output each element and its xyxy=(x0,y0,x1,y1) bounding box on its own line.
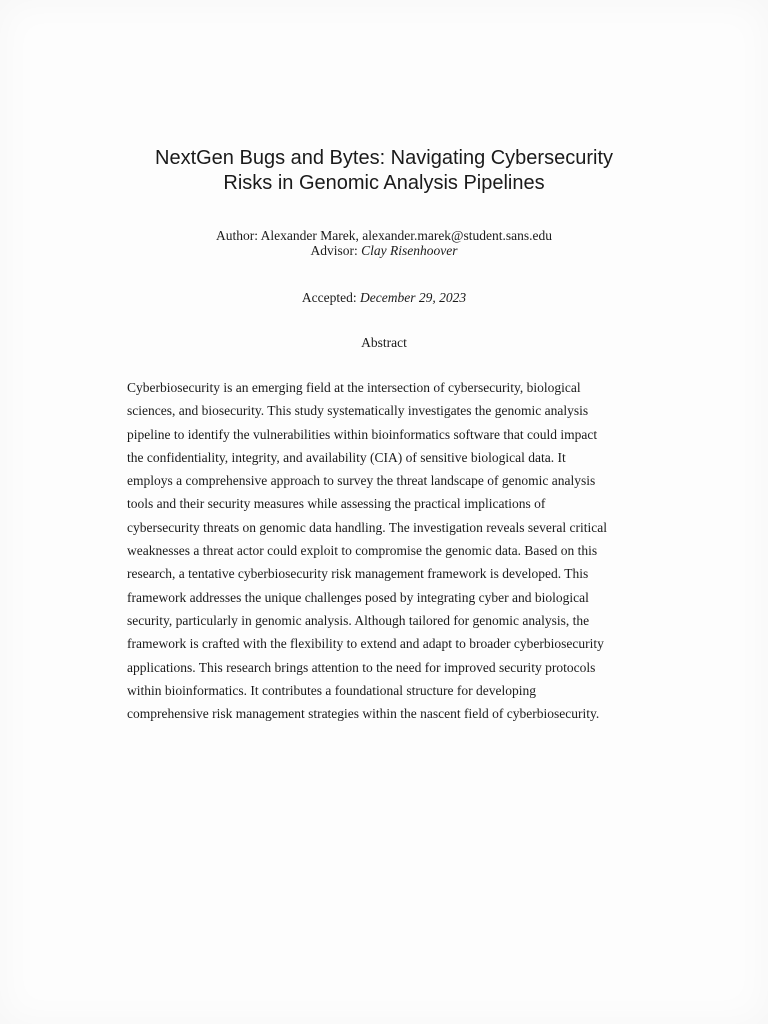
title-line-2: Risks in Genomic Analysis Pipelines xyxy=(223,172,545,194)
author-line xyxy=(84,228,684,243)
abstract-line: security, particularly in genomic analysis. Although tailored for genomic analysis, the xyxy=(127,612,590,628)
author-value: Alexander Marek, alexander.marek@student.sans.edu xyxy=(260,228,552,243)
advisor-value: Clay Risenhoover xyxy=(361,243,458,258)
abstract-line: applications. This research brings attention to the need for improved security protocols xyxy=(127,659,596,675)
abstract-heading: Abstract xyxy=(361,335,407,350)
abstract-line: the confidentiality, integrity, and availability (CIA) of sensitive biological data. It xyxy=(127,449,566,465)
accepted-label: Accepted: xyxy=(301,290,357,305)
abstract-line: research, a tentative cyberbiosecurity risk management framework is developed. This xyxy=(127,566,589,582)
advisor-line xyxy=(84,243,684,258)
abstract-line: within bioinformatics. It contributes a foundational structure for developing xyxy=(127,682,537,698)
abstract-body xyxy=(127,376,647,725)
abstract-line: pipeline to identify the vulnerabilities within bioinformatics software that could impact xyxy=(127,426,598,442)
abstract-line: weaknesses a threat actor could exploit to compromise the genomic data. Based on this xyxy=(127,543,598,559)
abstract-line: cybersecurity threats on genomic data handling. The investigation reveals several critical xyxy=(127,519,607,535)
abstract-line: employs a comprehensive approach to survey the threat landscape of genomic analysis xyxy=(127,473,596,489)
paper-title xyxy=(84,146,684,196)
abstract-line: framework addresses the unique challenges posed by integrating cyber and biological xyxy=(127,589,589,605)
accepted-value: December 29, 2023 xyxy=(359,290,467,305)
abstract-line: Cyberbiosecurity is an emerging field at the intersection of cybersecurity, biological xyxy=(127,380,581,395)
accepted-line xyxy=(84,290,684,305)
author-label: Author: xyxy=(216,228,259,243)
title-line-1: NextGen Bugs and Bytes: Navigating Cybersecurity xyxy=(155,147,613,169)
abstract-line: framework is crafted with the flexibility to extend and adapt to broader cyberbiosecurity xyxy=(127,636,604,652)
abstract-line: tools and their security measures while assessing the practical implications of xyxy=(127,496,546,512)
abstract-line: sciences, and biosecurity. This study systematically investigates the genomic analysis xyxy=(127,403,589,419)
abstract-line: comprehensive risk management strategies within the nascent field of cyberbiosecurity. xyxy=(127,706,600,722)
advisor-label: Advisor: xyxy=(310,243,358,258)
